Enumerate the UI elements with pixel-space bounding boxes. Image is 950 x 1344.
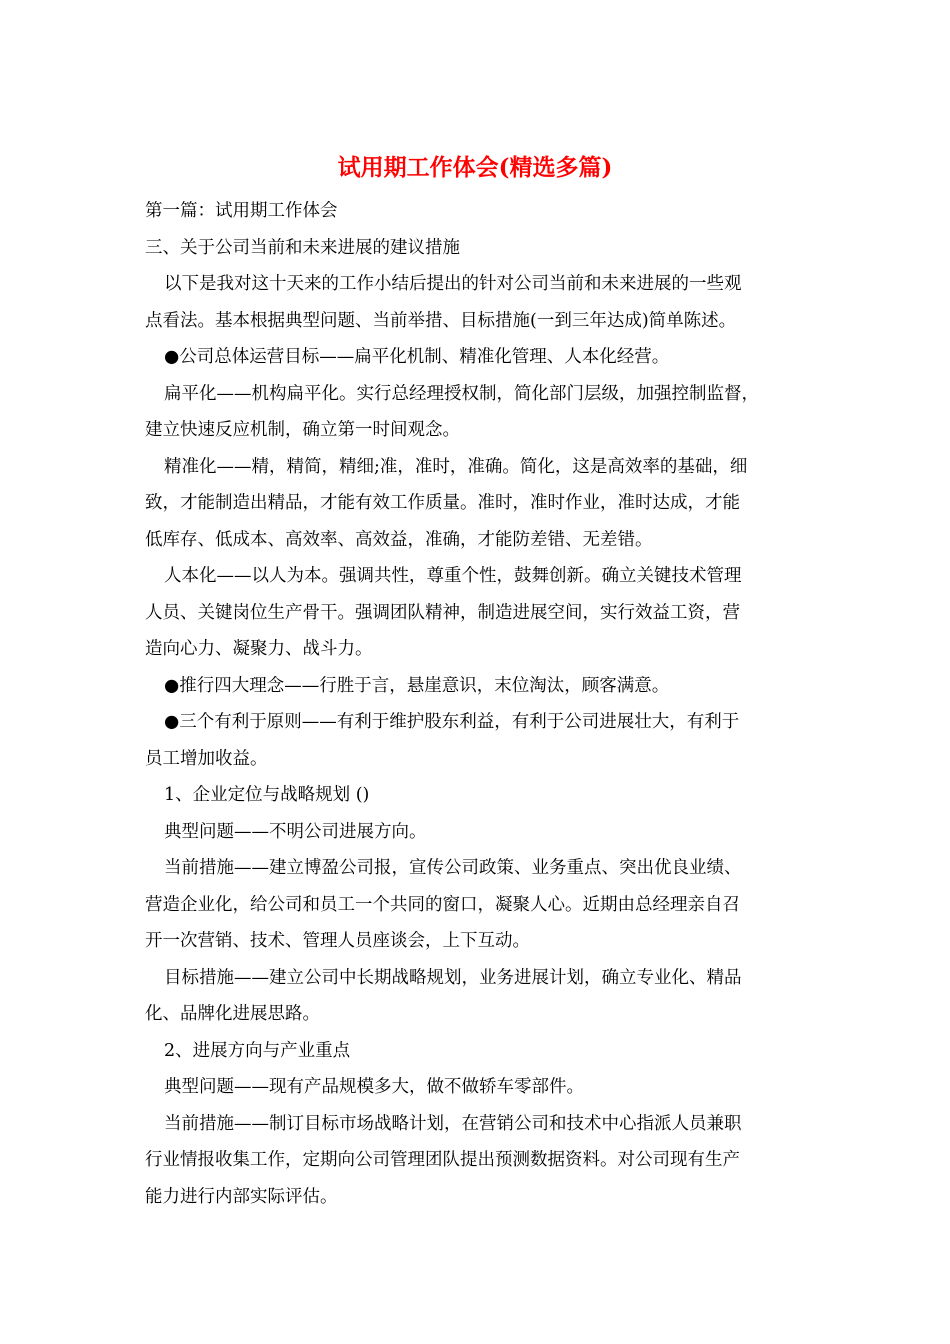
text-line: 员工增加收益。	[145, 748, 268, 769]
document-title: 试用期工作体会(精选多篇)	[337, 154, 613, 181]
text-line: 开一次营销、技术、管理人员座谈会，上下互动。	[145, 931, 530, 951]
text-line: ●三个有利于原则——有利于维护股东利益，有利于公司进展壮大，有利于	[164, 712, 740, 732]
text-line: 建立快速反应机制，确立第一时间观念。	[145, 420, 460, 440]
text-line: 典型问题——不明公司进展方向。	[164, 821, 427, 842]
text-line: 人员、关键岗位生产骨干。强调团队精神，制造进展空间，实行效益工资，营	[145, 602, 740, 623]
text-line: 精准化——精，精简，精细;准，准时，准确。简化，这是高效率的基础，细	[164, 456, 748, 477]
text-line: 当前措施——制订目标市场战略计划，在营销公司和技术中心指派人员兼职	[164, 1113, 742, 1134]
text-line: 化、品牌化进展思路。	[145, 1004, 320, 1024]
text-line: 三、关于公司当前和未来进展的建议措施	[145, 237, 460, 258]
text-line: 第一篇：试用期工作体会	[145, 201, 338, 221]
text-line: ●公司总体运营目标——扁平化机制、精准化管理、人本化经营。	[164, 347, 670, 367]
text-line: 致，才能制造出精品，才能有效工作质量。准时，准时作业，准时达成，才能	[145, 493, 740, 513]
document-body	[145, 193, 810, 1215]
text-line: 典型问题——现有产品规模多大，做不做轿车零部件。	[164, 1077, 584, 1097]
text-line: 低库存、低成本、高效率、高效益，准确，才能防差错、无差错。	[145, 529, 653, 550]
text-line: 行业情报收集工作，定期向公司管理团队提出预测数据资料。对公司现有生产	[145, 1150, 740, 1170]
text-line: 扁平化——机构扁平化。实行总经理授权制，简化部门层级，加强控制监督，	[164, 383, 759, 404]
text-line: ●推行四大理念——行胜于言，悬崖意识，末位淘汰，顾客满意。	[164, 675, 670, 696]
text-line: 造向心力、凝聚力、战斗力。	[145, 639, 373, 659]
text-line: 以下是我对这十天来的工作小结后提出的针对公司当前和未来进展的一些观	[164, 274, 742, 294]
text-line: 能力进行内部实际评估。	[145, 1186, 338, 1207]
text-line: 1、企业定位与战略规划 ()	[164, 785, 370, 805]
text-line: 当前措施——建立博盈公司报，宣传公司政策、业务重点、突出优良业绩、	[164, 858, 742, 878]
text-line: 目标措施——建立公司中长期战略规划，业务进展计划，确立专业化、精品	[164, 967, 742, 988]
text-line: 点看法。基本根据典型问题、当前举措、目标措施(一到三年达成)简单陈述。	[145, 310, 737, 331]
text-line: 营造企业化，给公司和员工一个共同的窗口，凝聚人心。近期由总经理亲自召	[145, 894, 740, 915]
text-line: 2、进展方向与产业重点	[164, 1040, 351, 1061]
text-line: 人本化——以人为本。强调共性，尊重个性，鼓舞创新。确立关键技术管理	[164, 566, 742, 586]
